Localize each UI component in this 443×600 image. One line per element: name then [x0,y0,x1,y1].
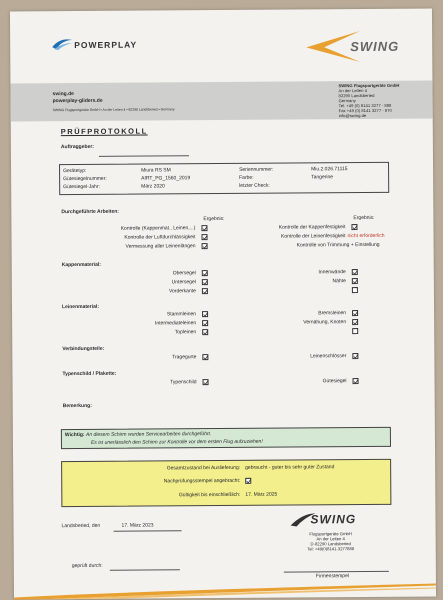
arbeiten-right-2: Kontrolle von Trimmung + Einstellung [296,241,380,249]
gueltig-value: 17. März 2025 [245,491,278,498]
arbeiten-left-checkbox-0[interactable] [201,225,207,231]
check-icon [203,244,208,249]
stamp-address [301,531,361,551]
address-email: info@swing.de [338,112,367,119]
check-icon [204,380,209,385]
arbeiten-left-checkbox-1[interactable] [202,234,208,240]
warning-line1 [65,431,211,438]
check-icon [203,235,208,240]
leinenmaterial-heading: Leinenmaterial: [61,303,100,311]
check-icon [353,320,358,325]
kappen-left-checkbox-1[interactable] [202,279,208,285]
leinen-right-0: Bremsleinen [318,310,347,317]
geprueft-label: geprüft durch: [71,562,103,570]
website-powerplay: powerplay-gliders.de [52,97,103,105]
check-icon [203,312,208,317]
address-block [338,83,428,119]
warning-line2: Es ist unerlässlich den Schirm zur Kontrolle vor dem ersten Flug aufzuziehen! [90,438,263,446]
stempel-label: Nachprüfungsstempel angebracht: [163,477,241,485]
check-icon [203,280,208,285]
company-stamp [288,511,378,572]
guetesiegel-jahr-value: März 2020 [141,183,165,190]
geprueft-line [110,569,180,570]
arbeiten-heading: Durchgeführte Arbeiten: [61,208,119,216]
bemerkung-label: Bemerkung: [62,402,92,410]
auftraggeber-label: Auftraggeber: [60,143,94,151]
stamp-logo: SWING [310,512,357,527]
geraetetyp-label: Gerätetyp: [63,167,87,175]
check-icon [203,330,208,335]
check-icon [246,479,251,484]
letzter-check-label: letzter Check: [239,182,270,189]
seriennummer-label: Seriennummer: [239,166,274,173]
address-city: 82290 Landsberied [338,92,375,99]
protocol-page [10,9,436,600]
ergebnis-right-label: Ergebnis: [353,214,375,222]
address-company: SWING Flugsportgeräte GmbH [338,82,400,89]
stamp-line-2: D-82290 Landsberied [310,541,351,547]
powerplay-logo [50,36,160,53]
auftraggeber-line [99,155,189,157]
powerplay-swoosh-icon [50,37,74,51]
arbeiten-left-1: Kontrolle der Luftdurchlässigkeit [124,234,196,241]
check-icon [353,311,358,316]
leinen-right-checkbox-1[interactable] [352,319,358,325]
page-title: PRÜFPROTOKOLL [60,126,148,137]
typenschild-right-checkbox[interactable] [353,378,359,384]
leinen-right-checkbox-2[interactable] [352,328,358,334]
check-icon [203,271,208,276]
check-icon [203,321,208,326]
kappen-right-checkbox-2[interactable] [352,287,358,293]
check-icon [352,225,357,230]
address-fax: Fax +49 (0) 8141 3277 - 870 [338,107,392,114]
stamp-line-0: Flugsportgeräte GmbH [309,531,352,537]
kappen-left-checkbox-0[interactable] [202,270,208,276]
powerplay-logo-text: POWERPLAY [74,39,138,51]
verbindungsteile-heading: Verbindungsteile: [62,345,105,353]
typenschild-left-checkbox[interactable] [203,379,209,385]
leinen-right-checkbox-0[interactable] [352,310,358,316]
arbeiten-left-2: Vermessung aller Leinenlängen [125,243,196,250]
arbeiten-right-checkbox-0[interactable] [351,224,357,230]
verbindung-left-checkbox[interactable] [202,354,208,360]
typenschild-heading: Typenschild / Plakette: [62,370,117,378]
kappen-right-checkbox-0[interactable] [352,269,358,275]
verbindung-right: Leinenschlösser [310,353,347,360]
leinen-left-1: Intermediateleinen [154,320,197,327]
kappen-left-checkbox-2[interactable] [202,288,208,294]
website-swing: swing.de [52,91,74,98]
arbeiten-left-0: Kontrolle (Kappenmat., Leinen,...) [120,225,196,232]
leinen-left-checkbox-2[interactable] [202,329,208,335]
guetesiegelnummer-value: AIRT_PG_1560_2019 [141,175,191,182]
kappen-left-1: Untersegel [171,279,196,286]
farbe-label: Farbe: [239,174,254,181]
check-icon [353,270,358,275]
seriennummer-value: Miu.2.026.71115 [311,166,348,173]
warning-prefix: Wichtig: [64,431,85,439]
guetesiegelnummer-label: Gütesiegelnummer: [63,175,107,183]
leinen-left-2: Topleinen [174,329,197,336]
kappen-right-checkbox-1[interactable] [352,278,358,284]
leinen-left-checkbox-1[interactable] [202,320,208,326]
swing-logo [302,29,412,68]
check-icon [202,226,207,231]
check-icon [203,289,208,294]
address-tel: Tel. +49 (0) 8141 3277 - 888 [338,102,392,109]
arbeiten-right-note: nicht erforderlich [347,232,385,240]
check-icon [353,354,358,359]
date-value: 17. März 2023 [121,522,154,529]
kappen-right-0: Innenwände [318,269,346,276]
verbindung-right-checkbox[interactable] [352,353,358,359]
gesamtzustand-label: Gesamtzustand bei Auslieferung: [166,464,241,472]
warning-text1: An diesem Schirm wurden Servicearbeiten durchgeführt. [85,431,212,438]
footer-swoosh-icon [14,581,436,600]
arbeiten-right-1: Kontrolle der Leinenfestigkeit [281,233,346,240]
geraetetyp-value: Miura RS SM [141,167,171,174]
arbeiten-left-checkbox-2[interactable] [202,243,208,249]
kappen-left-2: Vorderkante [168,288,196,295]
check-icon [353,279,358,284]
guetesiegel-jahr-label: Gütesiegel-Jahr: [63,183,100,191]
stamp-line-1: An der Leiten 4 [316,536,345,542]
check-icon [203,355,208,360]
stempel-checkbox[interactable] [245,478,251,484]
check-icon [354,379,359,384]
company-line: SWING Flugsportgeräte GmbH • An der Leiten 4 • 82290 Landsberied • Germany [52,107,175,113]
place-date-label: Landsberied, den [61,522,101,530]
farbe-value: Tangerine [311,174,334,181]
typenschild-left: Typenschild [170,379,197,386]
kappen-right-1: Nähte [332,278,346,285]
firmenstempel-label: Firmenstempel [315,573,350,580]
address-country: Germany [338,98,356,104]
swing-logo-text: SWING [350,38,400,55]
stamp-line-3: Tel: +49(0)8141-3277888 [307,546,355,552]
gesamtzustand-value: gebraucht - guter bis sehr guter Zustand [245,464,335,471]
verbindung-left: Tragegurte [172,354,197,361]
arbeiten-right-0: Kontrolle der Kappenfestigkeit [278,224,346,231]
leinen-left-checkbox-0[interactable] [202,311,208,317]
address-street: An der Leiten 4 [338,87,367,94]
kappenmaterial-heading: Kappenmaterial: [61,261,101,269]
typenschild-right: Gütesiegel [322,378,347,385]
leinen-left-0: Stammleinen [166,311,197,318]
kappen-left-0: Obersegel [172,270,196,277]
gueltig-label: Gültigkeit bis einschließlich: [178,491,241,499]
date-line [114,530,182,531]
ergebnis-left-label: Ergebnis: [203,215,225,223]
leinen-right-1: Vernähung, Knoten [303,319,347,326]
